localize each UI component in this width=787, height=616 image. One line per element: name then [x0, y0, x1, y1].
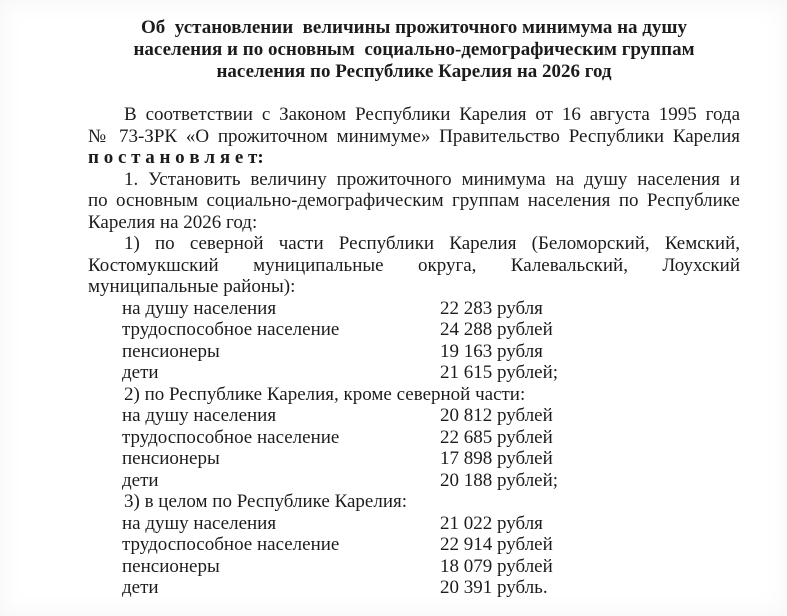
row-value: 20 812 рублей	[440, 405, 553, 426]
row-value: 19 163 рубля	[440, 340, 543, 362]
preamble-line-2: № 73-ЗРК «О прожиточном минимуме» Правительство Республики Карелия	[88, 125, 740, 147]
row-value: 21 022 рубля	[440, 512, 543, 534]
table-row	[88, 319, 740, 341]
title-line-2: населения и по основным социально-демографическим группам	[133, 39, 695, 60]
row-label: на душу населения	[122, 405, 277, 426]
row-label: дети	[122, 469, 159, 491]
document-title	[88, 17, 740, 83]
row-value: 24 288 рублей	[440, 319, 553, 340]
table-row	[88, 556, 740, 578]
table-row	[88, 577, 740, 599]
row-label: трудоспособное население	[122, 426, 340, 448]
row-value: 22 283 рубля	[440, 297, 543, 319]
row-value: 17 898 рублей	[440, 448, 553, 469]
section-2-heading: 2) по Республике Карелия, кроме северной части:	[124, 383, 526, 405]
row-label: на душу населения	[122, 512, 277, 534]
row-label: дети	[122, 362, 159, 383]
row-label: пенсионеры	[122, 555, 220, 577]
row-value: 20 391 рубль.	[440, 577, 548, 598]
preamble-resolve-line	[88, 147, 740, 169]
row-label: пенсионеры	[122, 340, 220, 362]
row-value: 22 685 рублей	[440, 426, 553, 448]
row-value: 18 079 рублей	[440, 555, 553, 577]
row-value: 21 615 рублей;	[440, 362, 559, 383]
table-row	[88, 534, 740, 556]
table-row	[88, 362, 740, 384]
table-row	[88, 470, 740, 492]
row-value: 22 914 рублей	[440, 534, 553, 555]
row-label: пенсионеры	[122, 448, 220, 469]
section-1-heading-line-2: Костомукшский муниципальные округа, Калевальский, Лоухский	[88, 254, 740, 276]
row-label: на душу населения	[122, 297, 277, 319]
table-row	[88, 341, 740, 363]
row-label: трудоспособное население	[122, 534, 340, 555]
item1-line-3: Карелия на 2026 год:	[88, 211, 258, 233]
section-3-heading: 3) в целом по Республике Карелия:	[124, 491, 408, 512]
title-line-3: населения по Республике Карелия на 2026 год	[216, 61, 612, 82]
item1-line-1: 1. Установить величину прожиточного минимума на душу населения и	[124, 168, 740, 190]
row-label: трудоспособное население	[122, 319, 340, 340]
item1-line-2: по основным социально-демографическим группам населения по Республике	[88, 190, 740, 211]
table-row	[88, 405, 740, 427]
table-row	[88, 298, 740, 320]
table-row	[88, 427, 740, 449]
resolve-word: п о с т а н о в л я е т:	[88, 147, 264, 168]
table-row	[88, 448, 740, 470]
section-1-heading-line-3: муниципальные районы):	[88, 276, 296, 297]
row-value: 20 188 рублей;	[440, 469, 559, 491]
title-line-1: Об установлении величины прожиточного минимума на душу	[141, 17, 687, 38]
table-row	[88, 513, 740, 535]
row-label: дети	[122, 577, 159, 598]
section-1-heading-line-1: 1) по северной части Республики Карелия (Беломорский, Кемский,	[124, 233, 740, 254]
preamble-line-1: В соответствии с Законом Республики Карелия от 16 августа 1995 года	[124, 104, 740, 125]
